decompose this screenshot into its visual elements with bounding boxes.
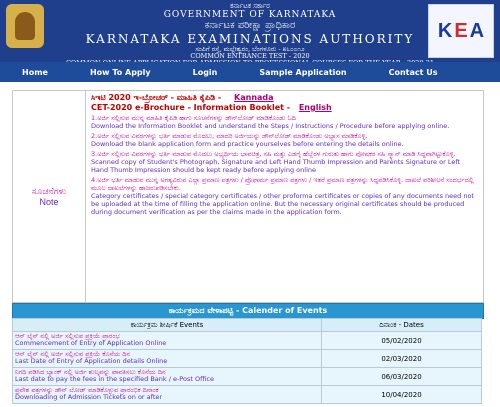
note-kannada: ಸೂಚನೆಗಳು — [31, 186, 67, 197]
instruction-1-kannada: 1.ಅರ್ಜಿ ಸಲ್ಲಿಸುವ ಮುನ್ನ ಮಾಹಿತಿ ಕೈಪಿಡಿ ಹಾಗು ಸೂಚನೆಗಳನ್ನು ಡೌನ್‌ಲೋಡ್ ಮಾಡಿಕೊಂಡು ಓದಿ — [91, 114, 297, 122]
calendar-row — [12, 386, 482, 404]
instruction-2-kannada: 2.ಅರ್ಜಿ ಸಲ್ಲಿಸುವ ವಿವರಗಳನ್ನು ಭರ್ತಿ ಮಾಡುವ ಮೊದಲು, ಮಾದರಿ ಅರ್ಜಿಯನ್ನು ಡೌನ್‌ಲೋಡ್ ಮಾಡಿಕೊಂಡು ಅಭ್ಯಾಸ ಮಾಡಿಕೊಳ್ಳಿ. — [91, 132, 368, 140]
instruction-item-2 — [91, 132, 479, 148]
instruction-4-english: Category certificates / special category certificates / other proforma certificates or copies of any documents need not be uploaded at the time of filling the application online. But the necessary original certificates should be produced during document verification as per the claims made in the application form. — [91, 192, 474, 216]
instruction-item-1 — [91, 114, 479, 130]
instruction-4-kannada: 4.ಅರ್ಜಿ ಭರ್ತಿ ಮಾಡುವ ಮುನ್ನ ಅಗತ್ಯವಿರುವ ಎಲ್ಲಾ ಪ್ರಮಾಣ ಪತ್ರಗಳು / ಪ್ರೊಫಾರ್ಮ ಪ್ರಮಾಣ ಪತ್ರಗಳು / ಇತರೆ ಪ್ರಮಾಣ ಪತ್ರಗಳನ್ನು ಸಿದ್ಧಪಡಿಸಿಕೊಳ್ಳಿ. ದಾಖಲೆ ಪರಿಶೀಲನೆ ಸಂದರ್ಭದಲ್ಲಿ ಮೂಲ ದಾಖಲೆಗಳನ್ನು ಹಾಜರುಪಡಿಸಬೇಕು. — [91, 176, 474, 192]
instruction-1-english: Download the Information Booklet and understand the Steps / Instructions / Procedure before applying online. — [91, 122, 450, 130]
brochure-kannada-title — [91, 93, 479, 103]
kea-logo — [428, 4, 494, 58]
event-1-kannada: ಆನ್ ಲೈನ್ ನಲ್ಲಿ ಅರ್ಜಿ ಸಲ್ಲಿಸುವ ಪ್ರಕ್ರಿಯೆ ಪ್ರಾರಂಭ — [15, 332, 120, 340]
event-4-kannada: ಪ್ರವೇಶ ಪತ್ರಗಳನ್ನು ಡೌನ್ ಲೋಡ್ ಮಾಡಿಕೊಳ್ಳುವ ಪ್ರಾರಂಭಿಕ ದಿನಾಂಕ — [15, 386, 159, 394]
calendar-events-header: ಕಾರ್ಯಕ್ರಮ ಶೀರ್ಷಿಕೆ Events — [12, 318, 322, 332]
event-2-english: Last Date of Entry of Application details Online — [15, 357, 168, 365]
calendar-date-cell: 06/03/2020 — [322, 368, 482, 386]
nav-login[interactable]: Login — [192, 67, 218, 77]
event-3-kannada: ನಿಗದಿ ಪಡಿಸಿದ ಬ್ಯಾಂಕ್ ನಲ್ಲಿ ಅರ್ಜಿ ಶುಲ್ಕವನ್ನು ಪಾವತಿಸಲು ಕೊನೆಯ ದಿನ — [15, 368, 166, 376]
instructions-panel — [12, 90, 484, 303]
nav-sample-application[interactable]: Sample Application — [259, 67, 347, 77]
calendar-title: ಕಾರ್ಯಕ್ರಮದ ವೇಳಾಪಟ್ಟಿ - Calender of Events — [12, 303, 484, 319]
calendar-event-cell — [12, 350, 322, 368]
instruction-3-kannada: 3.ಅರ್ಜಿ ಸಲ್ಲಿಸುವ ವಿವರಗಳನ್ನು ಭರ್ತಿ ಮಾಡುವ ಮೊದಲು ಅಭ್ಯರ್ಥಿಯ ಭಾವಚಿತ್ರ, ಸಹಿ ಮತ್ತು ಎಡಗೈ ಹೆಬ್ಬೆರಳ ಗುರುತು ಹಾಗು ಪೋಷಕರ ಸಹಿ ಸ್ಕ್ಯಾನ್ ಮಾಡಿ ಸಿದ್ಧವಾಗಿಟ್ಟುಕೊಳ್ಳಿ. — [91, 150, 456, 158]
authority-english: KARNATAKA EXAMINATIONS AUTHORITY — [85, 32, 415, 46]
brochure-english-title — [91, 103, 479, 112]
calendar-event-cell — [12, 332, 322, 350]
instruction-item-3 — [91, 150, 479, 174]
calendar-row — [12, 332, 482, 350]
gov-english: GOVERNMENT OF KARNATAKA — [163, 10, 337, 20]
calendar-date-cell: 05/02/2020 — [322, 332, 482, 350]
calendar-dates-header: ದಿನಾಂಕ - Dates — [322, 318, 482, 332]
note-english: Note — [39, 196, 59, 207]
logo-letter-e: E — [454, 19, 468, 42]
subtitle-line-1: ಸಂಪಿಗೆ ರಸ್ತೆ, ಮಲ್ಲೇಶ್ವರಂ, ಬೆಂಗಳೂರು - ೫೬೦೦೧೨ — [195, 45, 305, 53]
instruction-2-english: Download the blank application form and practice yourselves before entering the details online. — [91, 140, 404, 148]
calendar-date-cell: 10/04/2020 — [322, 386, 482, 404]
nav-how-to-apply[interactable]: How To Apply — [89, 67, 151, 77]
event-3-english: Last date to pay the fees in the specified Bank / e-Post Office — [15, 375, 214, 383]
logo-letter-a: A — [469, 19, 485, 42]
event-1-english: Commencement of Entry of Application Online — [15, 339, 167, 347]
instruction-3-english: Scanned copy of Student's Photograph, Signature and Left Hand Thumb Impression and Parents Signature or Left Hand Thumb Impression should be kept ready before applying online — [91, 158, 461, 174]
site-header — [0, 0, 500, 62]
subtitle-line-2: COMMON ENTRANCE TEST - 2020 — [190, 52, 310, 60]
gov-kannada: ಕರ್ನಾಟಕ ಸರ್ಕಾರ — [230, 2, 270, 10]
calendar-header-row — [12, 318, 482, 332]
calendar-event-cell — [12, 368, 322, 386]
instruction-item-4 — [91, 176, 479, 216]
authority-kannada: ಕರ್ನಾಟಕ ಪರೀಕ್ಷಾ ಪ್ರಾಧಿಕಾರ — [204, 20, 296, 31]
nav-contact-us[interactable]: Contact Us — [388, 67, 438, 77]
event-2-kannada: ಆನ್ ಲೈನ್ ನಲ್ಲಿ ಅರ್ಜಿ ಸಲ್ಲಿಸುವ ಪ್ರಕ್ರಿಯೆ ಕೊನೆಯ ದಿನ — [15, 350, 131, 358]
calendar-event-cell — [12, 386, 322, 404]
event-4-english: Downloading of Admission Tickets on or after — [15, 393, 163, 401]
calendar-row — [12, 350, 482, 368]
brochure-english-link[interactable]: English — [298, 103, 332, 112]
brochure-english-text: CET-2020 e-Brochure - Information Booklet - — [91, 103, 291, 112]
note-label-cell — [13, 91, 86, 302]
logo-letter-k: K — [437, 19, 453, 42]
calendar-row — [12, 368, 482, 386]
instructions-content — [87, 91, 483, 302]
calendar-date-cell: 02/03/2020 — [322, 350, 482, 368]
main-nav — [0, 62, 500, 82]
brochure-kannada-text: ಸಿಇಟಿ 2020 ಇ-ಬ್ರೋಚರ್ - ಮಾಹಿತಿ ಕೈಪಿಡಿ - — [91, 93, 222, 102]
nav-home[interactable]: Home — [22, 67, 48, 77]
brochure-kannada-link[interactable]: Kannada — [234, 93, 274, 102]
